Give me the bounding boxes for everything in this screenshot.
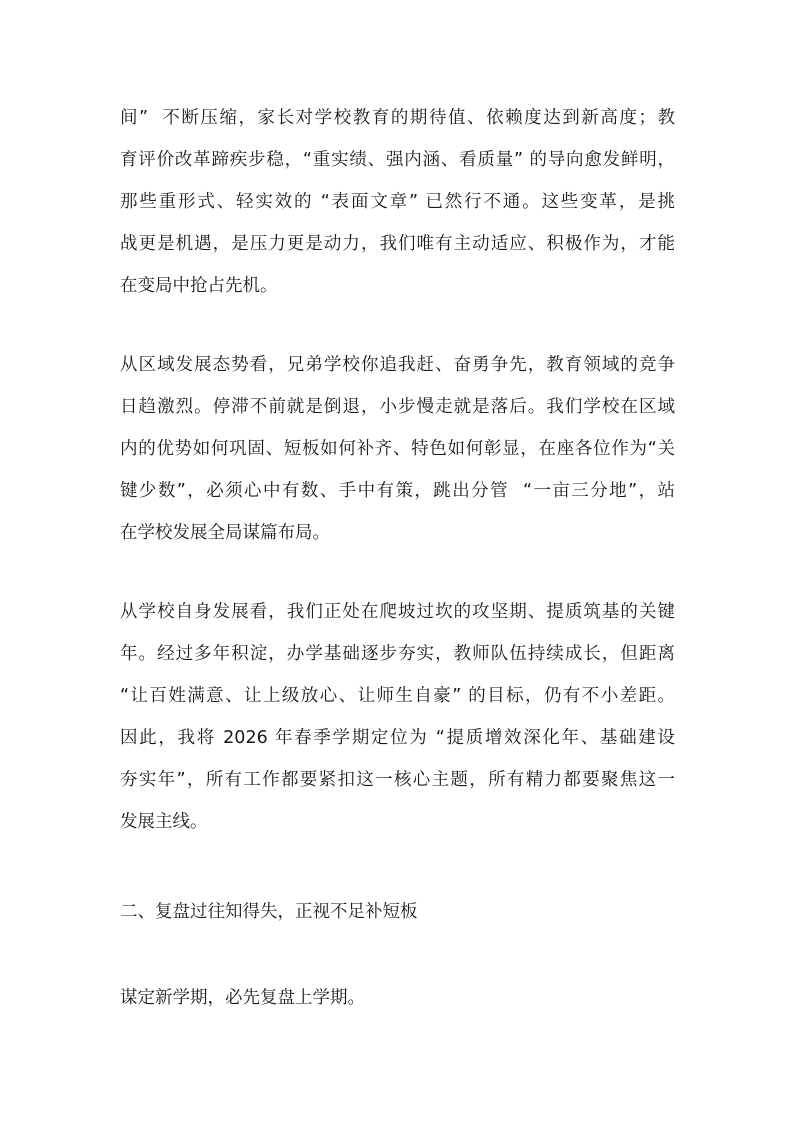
text-line: 从学校自身发展看，我们正处在爬坡过坎的攻坚期、提质筑基的关键: [120, 602, 675, 622]
section-heading-text: 二、复盘过往知得失，正视不足补短板: [120, 902, 418, 922]
text-line: 战更是机遇，是压力更是动力，我们唯有主动适应、积极作为，才能: [120, 234, 675, 254]
text-line: 因此，我将 2026 年春季学期定位为 “提质增效深化年、基础建设: [120, 728, 675, 748]
text-line: 日趋激烈。停滞不前就是倒退，小步慢走就是落后。我们学校在区域: [120, 397, 675, 417]
text-line: “让百姓满意、让上级放心、让师生自豪” 的目标，仍有不小差距。: [120, 686, 675, 706]
text-line: 发展主线。: [120, 812, 208, 832]
text-line: 那些重形式、轻实效的 “表面文章” 已然行不通。这些变革，是挑: [120, 192, 675, 212]
text-line: 年。经过多年积淀，办学基础逐步夯实，教师队伍持续成长，但距离: [120, 644, 675, 664]
text-line: 间” 不断压缩，家长对学校教育的期待值、依赖度达到新高度；教: [120, 108, 675, 128]
text-line: 育评价改革蹄疾步稳，“重实绩、强内涵、看质量” 的导向愈发鲜明，: [120, 150, 675, 170]
text-line: 键少数”，必须心中有数、手中有策，跳出分管 “一亩三分地”，站: [120, 481, 675, 501]
text-line: 谋定新学期，必先复盘上学期。: [120, 988, 365, 1008]
text-line: 在变局中抢占先机。: [120, 276, 278, 296]
text-line: 从区域发展态势看，兄弟学校你追我赶、奋勇争先，教育领域的竞争: [120, 355, 675, 375]
text-line: 在学校发展全局谋篇布局。: [120, 523, 330, 543]
text-line: 内的优势如何巩固、短板如何补齐、特色如何彰显，在座各位作为“关: [120, 439, 675, 459]
text-line: 夯实年”，所有工作都要紧扣这一核心主题，所有精力都要聚焦这一: [120, 770, 675, 790]
